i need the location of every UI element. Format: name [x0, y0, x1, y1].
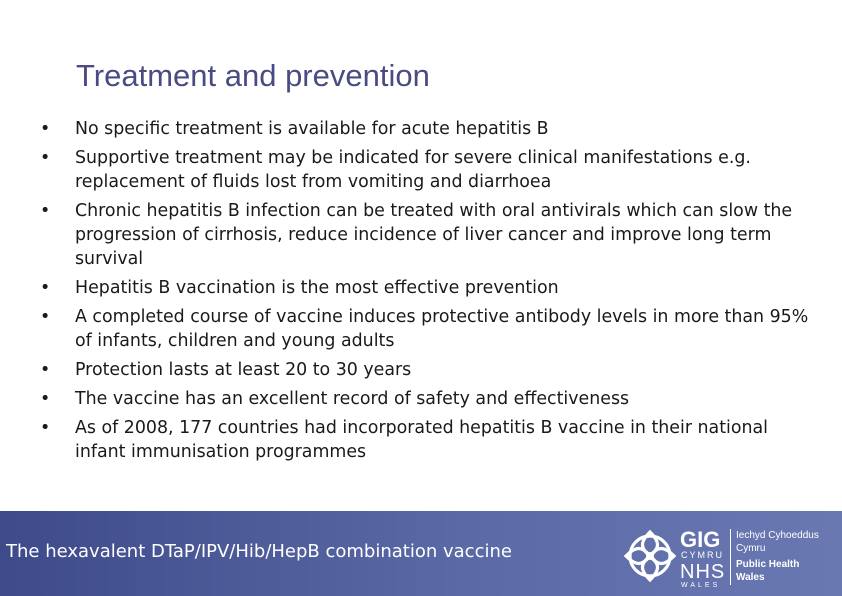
bullet-item: • Hepatitis B vaccination is the most effective prevention — [40, 276, 810, 300]
logo-org-welsh-line1: Iechyd Cyhoeddus — [736, 530, 819, 541]
footer-bar — [0, 511, 842, 596]
logo-org-english-line2: Wales — [736, 572, 765, 583]
bullet-item: • No specific treatment is available for acute hepatitis B — [40, 117, 810, 141]
bullet-item: • Supportive treatment may be indicated for severe clinical manifestations e.g. replacement of fluids lost from vomiting and diarrhoea — [40, 146, 810, 194]
bullet-item: • As of 2008, 177 countries had incorporated hepatitis B vaccine in their national infant immunisation programmes — [40, 416, 810, 464]
logo-gig: GIG — [680, 527, 721, 552]
logo-nhs: NHS — [680, 561, 726, 583]
bullet-item: • Chronic hepatitis B infection can be treated with oral antivirals which can slow the progression of cirrhosis, reduce incidence of liver cancer and improve long term survival — [40, 199, 810, 271]
logo-cymru: CYMRU — [681, 550, 724, 560]
slide-title: Treatment and prevention — [76, 58, 430, 93]
footer-caption: The hexavalent DTaP/IPV/Hib/HepB combination vaccine — [6, 541, 512, 562]
logo-divider — [730, 529, 731, 585]
bullet-list — [40, 117, 810, 469]
bullet-item: • Protection lasts at least 20 to 30 years — [40, 358, 810, 382]
bullet-item: • The vaccine has an excellent record of safety and effectiveness — [40, 387, 810, 411]
logo-org-english-line1: Public Health — [736, 559, 800, 570]
logo-wales: WALES — [681, 582, 721, 589]
logo-org-welsh-line2: Cymru — [736, 543, 766, 554]
bullet-item: • A completed course of vaccine induces protective antibody levels in more than 95% of infants, children and young adults — [40, 305, 810, 353]
celtic-knot-icon — [620, 524, 680, 588]
public-health-wales-logo — [620, 521, 830, 591]
